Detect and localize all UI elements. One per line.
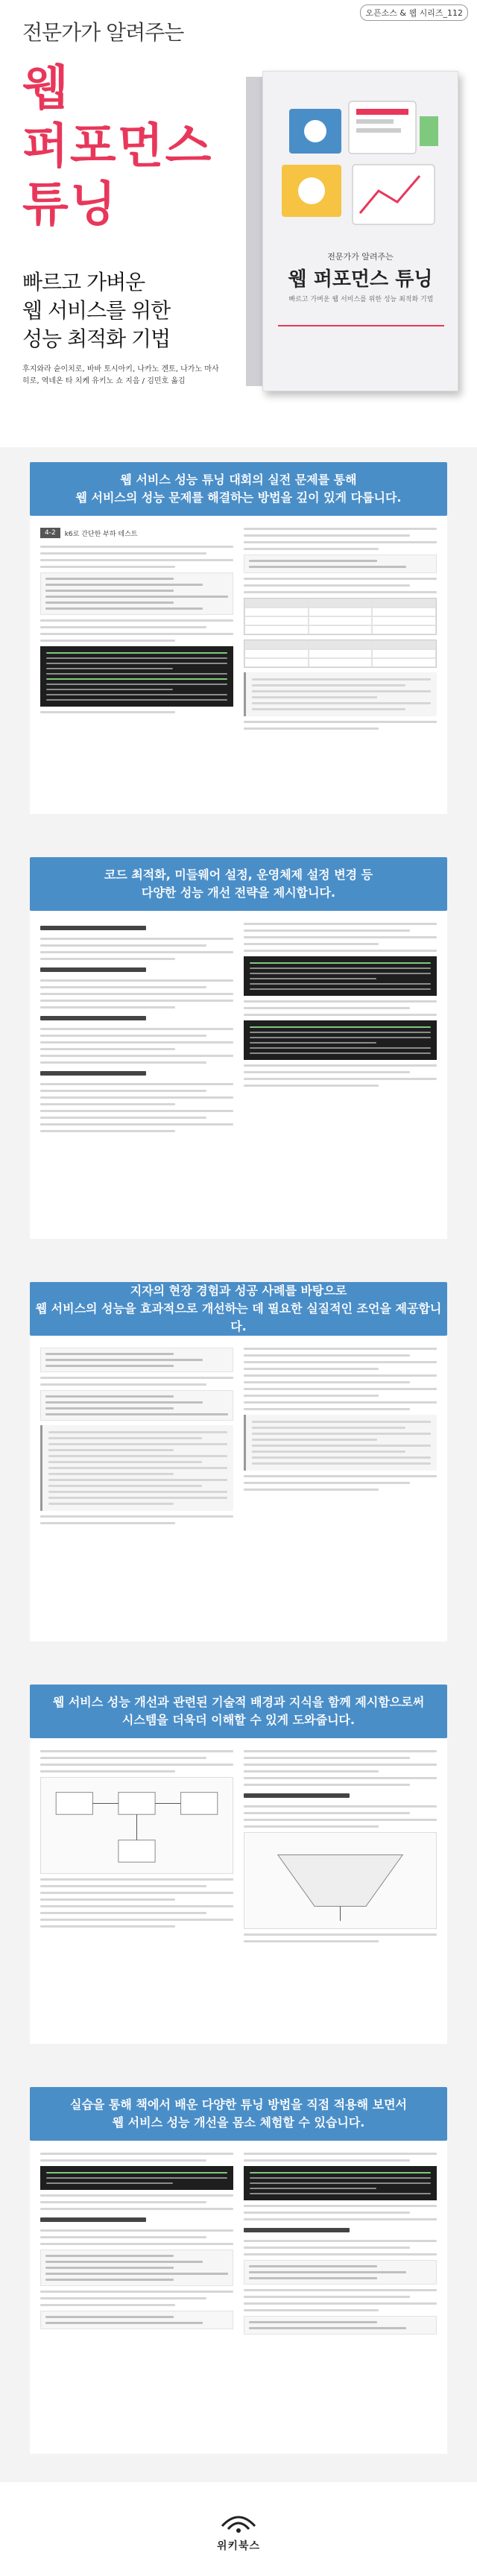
book-image: [246, 71, 458, 391]
section-4-banner: [30, 1685, 447, 1738]
section-3-pages: [30, 1336, 447, 1641]
section-2-banner-text: 코드 최적화, 미들웨어 설정, 운영체제 설정 변경 등 다양한 성능 개선 전략을 제시합니다.: [104, 868, 373, 900]
section-1-banner-text: 웹 서비스 성능 튜닝 대회의 실전 문제를 통해 웹 서비스의 성능 문제를 해결하는 방법을 깊이 있게 다룹니다.: [75, 473, 402, 505]
section-5-banner-text: 실습을 통해 책에서 배운 다양한 튜닝 방법을 직접 적용해 보면서 웹 서비스 성능 개선을 몸소 체험할 수 있습니다.: [70, 2097, 407, 2130]
section-badge: 4-2: [40, 528, 60, 538]
publisher-name: 위키북스: [216, 2540, 261, 2552]
section-3-banner: [30, 1282, 447, 1336]
cover-divider: [278, 325, 444, 326]
section-5-pages: [30, 2141, 447, 2454]
section-2-pages: [30, 911, 447, 1239]
section-3: [0, 1260, 477, 1662]
authors: 후지와라 슌이치로, 바바 토시아키, 나카노 겐토, 나가노 마사히로, 역네온 타 치케 유키노 쇼 지음 / 김민호 옮김: [22, 365, 219, 385]
cover-desc: 빠르고 가벼운 웹 서비스를 위한 성능 최적화 기법: [288, 296, 434, 303]
section-badge-label: k6로 간단한 부하 테스트: [64, 530, 138, 538]
hero-tagline: 빠르고 가벼운 웹 서비스를 위한 성능 최적화 기법: [22, 270, 171, 351]
hero-subtitle: 전문가가 알려주는: [22, 20, 184, 45]
section-5-banner: [30, 2087, 447, 2141]
hero: [0, 0, 477, 447]
architecture-diagram: [40, 1777, 233, 1874]
section-2: [0, 835, 477, 1260]
series-tag: 오픈소스 & 웹 시리즈_112: [360, 4, 468, 21]
section-1-banner: [30, 462, 447, 516]
publisher-logo-icon: [216, 2505, 261, 2535]
cover-title: 웹 퍼포먼스 튜닝: [288, 268, 433, 291]
section-1: [0, 447, 477, 835]
hero-title: 웹 퍼포먼스 튜닝: [22, 61, 213, 233]
section-4-pages: [30, 1738, 447, 2044]
section-3-banner-text: 지자의 현장 경험과 성공 사례를 바탕으로 웹 서비스의 성능을 효과적으로 개선하는 데 필요한 실질적인 조언을 제공합니다.: [35, 1284, 442, 1333]
book-spine: [246, 77, 262, 386]
section-2-banner: [30, 857, 447, 911]
section-4: [0, 1662, 477, 2065]
section-4-banner-text: 웹 서비스 성능 개선과 관련된 기술적 배경과 지식을 함께 제시함으로써 시스템을 더욱더 이해할 수 있게 도와줍니다.: [52, 1695, 425, 1727]
funnel-diagram: [244, 1832, 437, 1929]
book-cover: [262, 71, 458, 391]
section-5: [0, 2065, 477, 2482]
cover-illustration: [274, 94, 446, 243]
section-1-pages: [30, 516, 447, 814]
footer: [0, 2482, 477, 2576]
cover-subtitle: 전문가가 알려주는: [327, 252, 394, 262]
